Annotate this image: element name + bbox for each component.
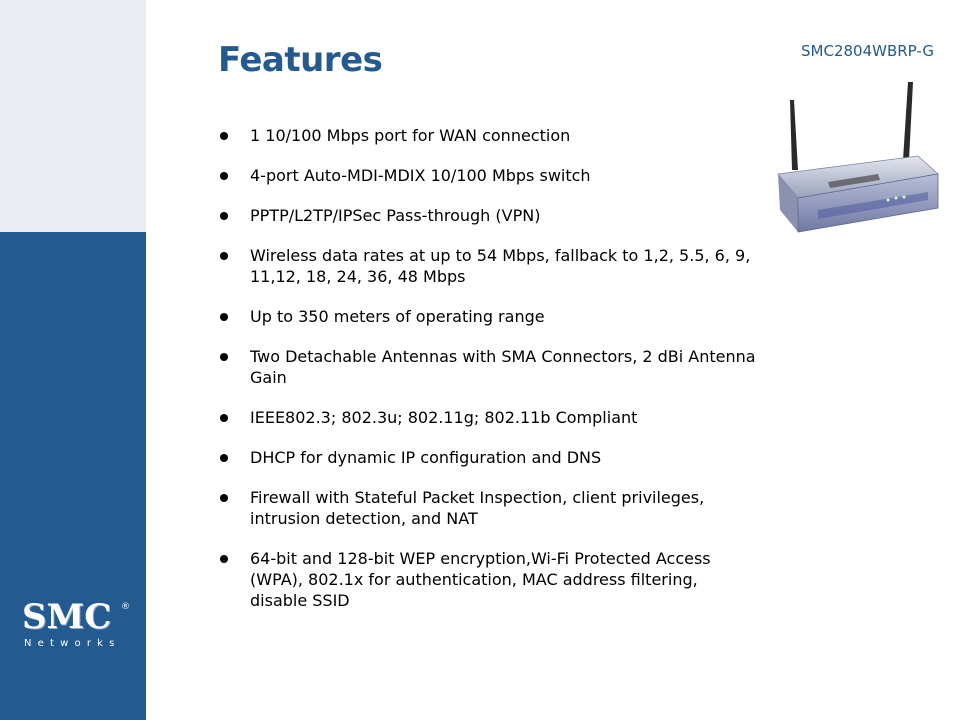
sidebar-top-band: [0, 0, 146, 232]
feature-item: [218, 407, 758, 428]
feature-text: IEEE802.3; 802.3u; 802.11g; 802.11b Compliant: [250, 408, 638, 427]
feature-item: [218, 306, 758, 327]
bullet-icon: [220, 414, 228, 422]
feature-text: Two Detachable Antennas with SMA Connectors, 2 dBi Antenna Gain: [250, 347, 756, 387]
feature-text: 1 10/100 Mbps port for WAN connection: [250, 126, 571, 145]
bullet-icon: [220, 494, 228, 502]
feature-item: [218, 447, 758, 468]
bullet-icon: [220, 353, 228, 361]
bullet-icon: [220, 172, 228, 180]
feature-text: DHCP for dynamic IP configuration and DNS: [250, 448, 602, 467]
feature-item: [218, 487, 758, 529]
feature-text: Firewall with Stateful Packet Inspection, client privileges, intrusion detection, and NAT: [250, 488, 705, 528]
feature-item: [218, 548, 758, 611]
feature-text: PPTP/L2TP/IPSec Pass-through (VPN): [250, 206, 541, 225]
router-image: [768, 82, 940, 242]
feature-text: 64-bit and 128-bit WEP encryption,Wi-Fi Protected Access (WPA), 802.1x for authentication, MAC address filtering, disable SSID: [250, 549, 711, 610]
left-sidebar-panel: [0, 0, 146, 720]
bullet-icon: [220, 555, 228, 563]
feature-text: 4-port Auto-MDI-MDIX 10/100 Mbps switch: [250, 166, 591, 185]
bullet-icon: [220, 252, 228, 260]
bullet-icon: [220, 132, 228, 140]
feature-list: [218, 125, 758, 630]
feature-text: Wireless data rates at up to 54 Mbps, fallback to 1,2, 5.5, 6, 9, 11,12, 18, 24, 36, 48 Mbps: [250, 246, 751, 286]
feature-item: [218, 125, 758, 146]
feature-item: [218, 165, 758, 186]
feature-text: Up to 350 meters of operating range: [250, 307, 545, 326]
panel-divider: [146, 0, 148, 720]
feature-item: [218, 205, 758, 226]
smc-networks-logo: [22, 597, 130, 658]
bullet-icon: [220, 454, 228, 462]
logo-registered-mark: ®: [121, 602, 130, 612]
bullet-icon: [220, 313, 228, 321]
model-number: SMC2804WBRP-G: [801, 42, 934, 60]
bullet-icon: [220, 212, 228, 220]
logo-subtitle: Networks: [24, 638, 121, 649]
logo-main-text: SMC: [22, 597, 112, 637]
feature-item: [218, 346, 758, 388]
feature-item: [218, 245, 758, 287]
slide-title: Features: [218, 40, 383, 80]
